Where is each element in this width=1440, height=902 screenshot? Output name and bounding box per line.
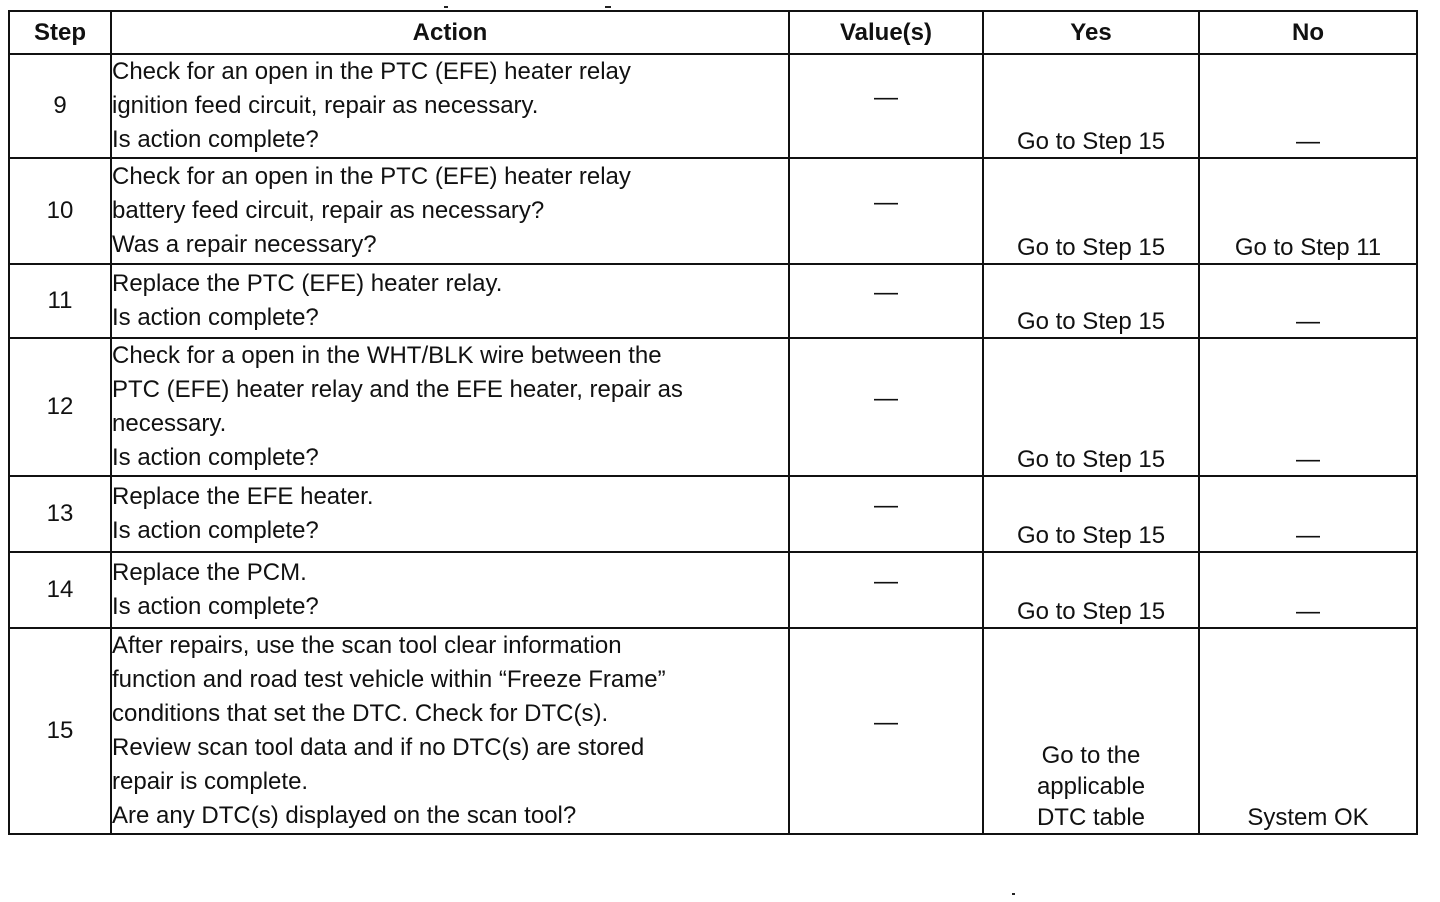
step-number: 9 xyxy=(9,54,111,158)
value-text: — xyxy=(874,568,898,595)
action-cell xyxy=(111,338,789,476)
yes-text: Go to the xyxy=(1041,742,1141,769)
action-line: Was a repair necessary? xyxy=(112,231,377,258)
action-line: Check for a open in the WHT/BLK wire between the xyxy=(112,342,662,369)
action-line: Is action complete? xyxy=(112,444,319,471)
yes-text: Go to Step 15 xyxy=(1016,234,1166,261)
value-text: — xyxy=(874,189,898,216)
header-step: Step xyxy=(9,11,111,54)
value-cell xyxy=(789,552,983,628)
no-cell xyxy=(1199,552,1417,628)
step-number: 15 xyxy=(9,628,111,834)
no-text: — xyxy=(1296,522,1320,549)
header-value: Value(s) xyxy=(789,11,983,54)
table-row xyxy=(9,552,1417,628)
table-row xyxy=(9,158,1417,264)
no-text: Go to Step 11 xyxy=(1234,234,1382,261)
step-number: 10 xyxy=(9,158,111,264)
action-line: Is action complete? xyxy=(112,593,319,620)
yes-cell xyxy=(983,552,1199,628)
yes-text: DTC table xyxy=(1036,804,1146,831)
yes-text: Go to Step 15 xyxy=(1016,598,1166,625)
step-number: 13 xyxy=(9,476,111,552)
diagnostic-table xyxy=(8,10,1418,835)
no-cell xyxy=(1199,476,1417,552)
no-cell xyxy=(1199,338,1417,476)
step-number: 11 xyxy=(9,264,111,338)
yes-text: Go to Step 15 xyxy=(1016,522,1166,549)
action-cell xyxy=(111,628,789,834)
action-line: Is action complete? xyxy=(112,126,319,153)
yes-cell xyxy=(983,54,1199,158)
table-row xyxy=(9,264,1417,338)
action-line: necessary. xyxy=(112,410,227,437)
action-line: PTC (EFE) heater relay and the EFE heater, repair as xyxy=(112,376,683,403)
table-body xyxy=(9,54,1417,834)
table-row xyxy=(9,628,1417,834)
yes-cell xyxy=(983,264,1199,338)
no-cell xyxy=(1199,628,1417,834)
action-line: After repairs, use the scan tool clear information xyxy=(112,632,622,659)
value-cell xyxy=(789,628,983,834)
action-line: Check for an open in the PTC (EFE) heater relay xyxy=(112,163,631,190)
no-text: System OK xyxy=(1247,804,1369,831)
value-cell xyxy=(789,338,983,476)
no-text: — xyxy=(1296,128,1320,155)
action-cell xyxy=(111,158,789,264)
header-yes: Yes xyxy=(983,11,1199,54)
value-text: — xyxy=(874,709,898,736)
yes-cell xyxy=(983,476,1199,552)
action-line: function and road test vehicle within “Freeze Frame” xyxy=(112,666,666,693)
no-cell xyxy=(1199,264,1417,338)
value-text: — xyxy=(874,492,898,519)
yes-cell xyxy=(983,158,1199,264)
action-line: Is action complete? xyxy=(112,517,319,544)
action-cell xyxy=(111,476,789,552)
no-text: — xyxy=(1296,446,1320,473)
yes-text: Go to Step 15 xyxy=(1016,128,1166,155)
action-line: Is action complete? xyxy=(112,304,319,331)
value-cell xyxy=(789,264,983,338)
table-row xyxy=(9,338,1417,476)
table-row xyxy=(9,476,1417,552)
action-line: Replace the PTC (EFE) heater relay. xyxy=(112,270,503,297)
action-line: battery feed circuit, repair as necessary? xyxy=(112,197,545,224)
action-cell xyxy=(111,552,789,628)
no-cell xyxy=(1199,54,1417,158)
value-text: — xyxy=(874,385,898,412)
action-line: ignition feed circuit, repair as necessary. xyxy=(112,92,539,119)
yes-text: applicable xyxy=(1036,773,1146,800)
header-action: Action xyxy=(111,11,789,54)
value-text: — xyxy=(874,279,898,306)
action-line: Are any DTC(s) displayed on the scan tool? xyxy=(112,802,577,829)
value-text: — xyxy=(874,84,898,111)
yes-text: Go to Step 15 xyxy=(1016,446,1166,473)
step-number: 14 xyxy=(9,552,111,628)
action-line: Replace the EFE heater. xyxy=(112,483,374,510)
value-cell xyxy=(789,54,983,158)
action-line: Replace the PCM. xyxy=(112,559,307,586)
yes-cell xyxy=(983,338,1199,476)
no-cell xyxy=(1199,158,1417,264)
yes-text: Go to Step 15 xyxy=(1016,308,1166,335)
header-row xyxy=(9,11,1417,54)
action-line: Check for an open in the PTC (EFE) heater relay xyxy=(112,58,631,85)
table-row xyxy=(9,54,1417,158)
step-number: 12 xyxy=(9,338,111,476)
action-cell xyxy=(111,264,789,338)
action-line: Review scan tool data and if no DTC(s) are stored xyxy=(112,734,645,761)
header-no: No xyxy=(1199,11,1417,54)
no-text: — xyxy=(1296,598,1320,625)
scan-speck xyxy=(605,6,611,8)
value-cell xyxy=(789,476,983,552)
scan-speck xyxy=(444,6,448,8)
scan-speck xyxy=(1012,893,1015,895)
yes-cell xyxy=(983,628,1199,834)
action-line: conditions that set the DTC. Check for DTC(s). xyxy=(112,700,609,727)
action-line: repair is complete. xyxy=(112,768,309,795)
value-cell xyxy=(789,158,983,264)
no-text: — xyxy=(1296,308,1320,335)
action-cell xyxy=(111,54,789,158)
